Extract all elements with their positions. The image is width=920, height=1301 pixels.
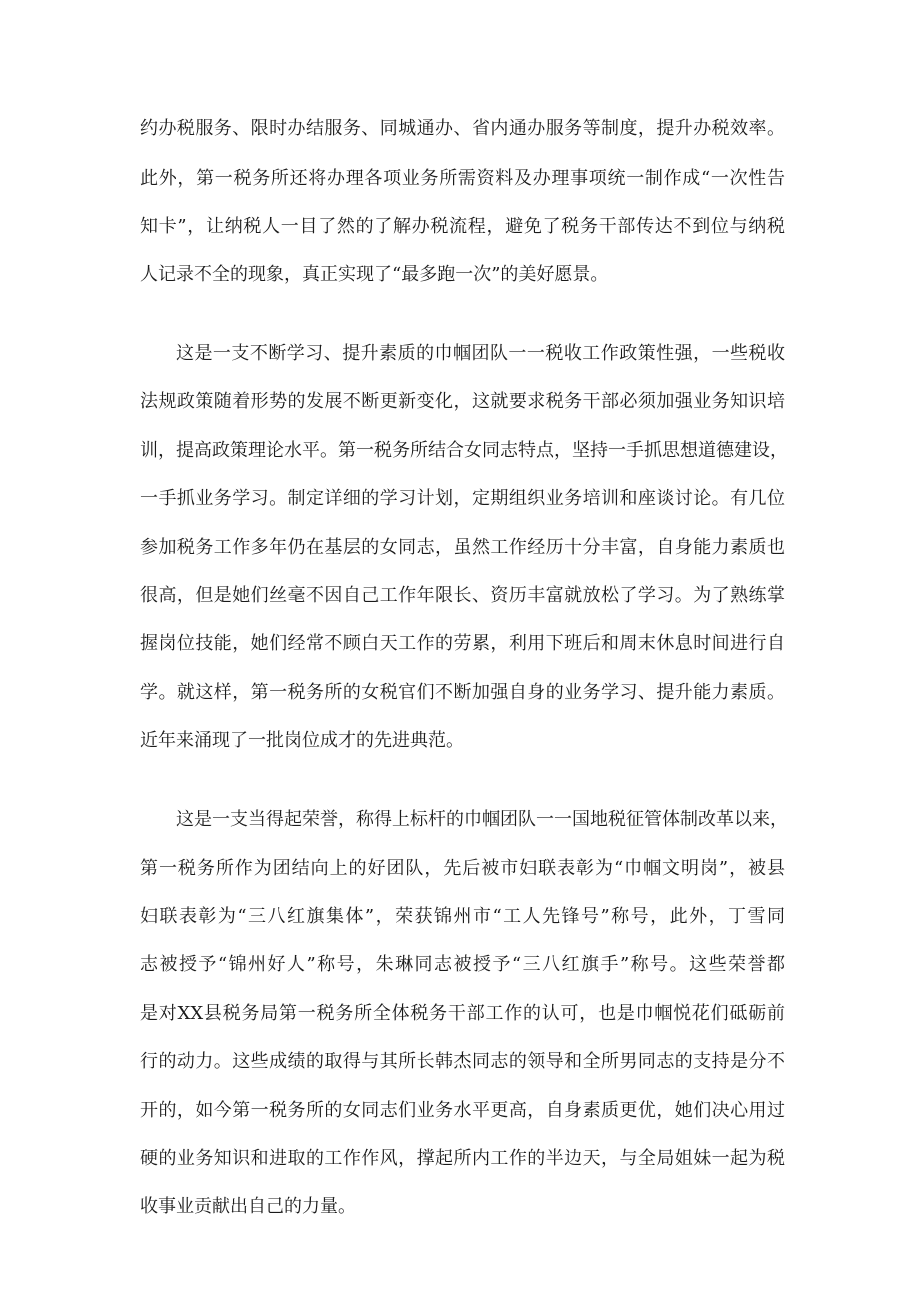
- text-line: 知卡”，让纳税人一目了然的了解办税流程，避免了税务干部传达不到位与纳税: [140, 216, 785, 237]
- text-line: 开的，如今第一税务所的女同志们业务水平更高，自身素质更优，她们决心用过: [140, 1100, 785, 1121]
- text-line: 此外，第一税务所还将办理各项业务所需资料及办理事项统一制作成“一次性告: [140, 168, 785, 189]
- text-line: 学。就这样，第一税务所的女税官们不断加强自身的业务学习、提升能力素质。: [140, 682, 785, 703]
- text-line: 握岗位技能，她们经常不顾白天工作的劳累，利用下班后和周末休息时间进行自: [140, 633, 785, 654]
- text-line: 是对XX县税务局第一税务所全体税务干部工作的认可，也是巾帼悦花们砥砺前: [140, 1003, 785, 1024]
- text-line: 近年来涌现了一批岗位成才的先进典范。: [140, 730, 464, 751]
- text-line: 行的动力。这些成绩的取得与其所长韩杰同志的领导和全所男同志的支持是分不: [140, 1051, 785, 1072]
- text-line: 一手抓业务学习。制定详细的学习计划，定期组织业务培训和座谈讨论。有几位: [140, 488, 785, 509]
- text-line: 这是一支不断学习、提升素质的巾帼团队一一税收工作政策性强，一些税收: [176, 343, 785, 364]
- text-line: 很高，但是她们丝毫不因自己工作年限长、资历丰富就放松了学习。为了熟练掌: [140, 585, 785, 606]
- text-line: 这是一支当得起荣誉，称得上标杆的巾帼团队一一国地税征管体制改革以来，: [176, 809, 788, 830]
- text-line: 人记录不全的现象，真正实现了“最多跑一次”的美好愿景。: [140, 264, 609, 285]
- text-line: 参加税务工作多年仍在基层的女同志，虽然工作经历十分丰富，自身能力素质也: [140, 537, 785, 558]
- text-line: 法规政策随着形势的发展不断更新变化，这就要求税务干部必须加强业务知识培: [140, 391, 785, 412]
- text-line: 妇联表彰为“三八红旗集体”，荣获锦州市“工人先锋号”称号，此外，丁雪同: [140, 906, 785, 927]
- text-line: 收事业贡献出自己的力量。: [140, 1196, 356, 1217]
- text-line: 硬的业务知识和进取的工作作风，撑起所内工作的半边天，与全局姐妹一起为税: [140, 1148, 785, 1169]
- text-line: 志被授予“锦州好人”称号，朱琳同志被授予“三八红旗手”称号。这些荣誉都: [140, 954, 785, 975]
- text-line: 训，提高政策理论水平。第一税务所结合女同志特点，坚持一手抓思想道德建设，: [140, 440, 788, 461]
- text-line: 第一税务所作为团结向上的好团队，先后被市妇联表彰为“巾帼文明岗”，被县: [140, 858, 785, 879]
- text-line: 约办税服务、限时办结服务、同城通办、省内通办服务等制度，提升办税效率。: [140, 118, 785, 139]
